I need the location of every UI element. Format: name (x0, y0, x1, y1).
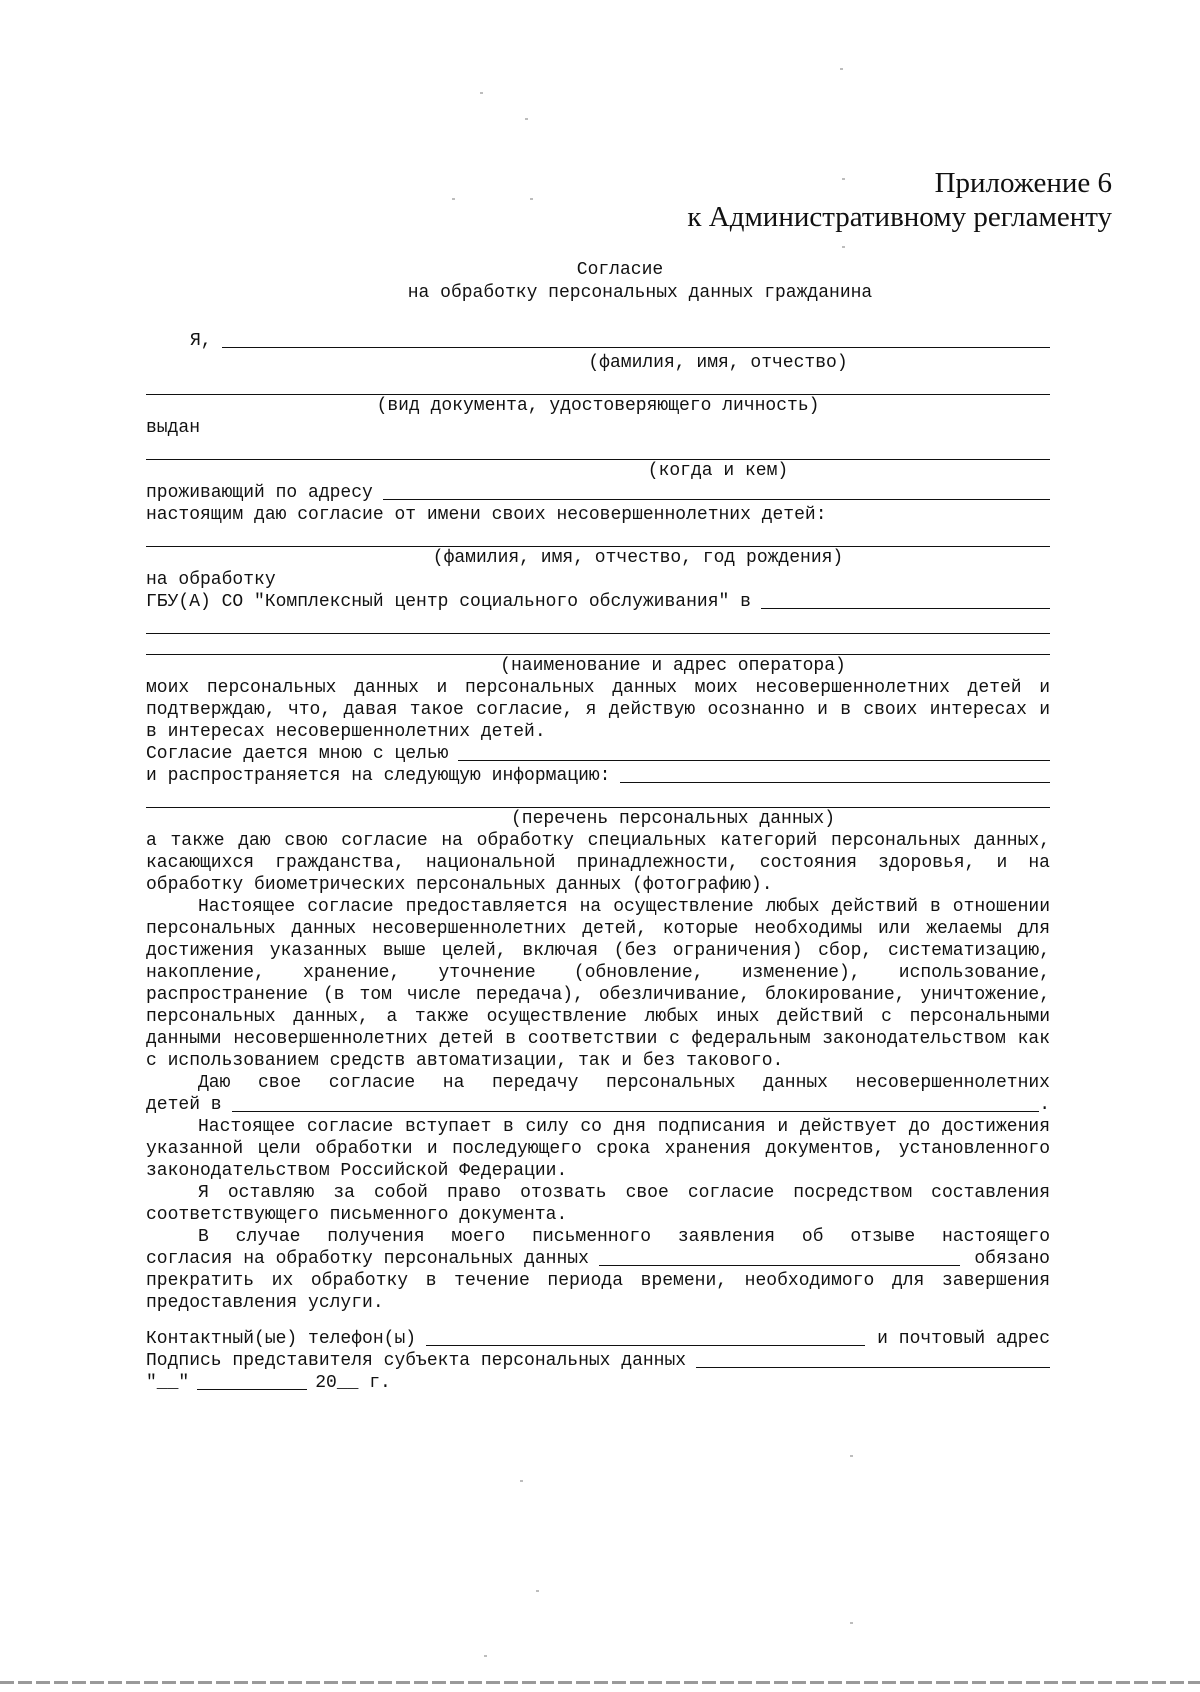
paragraph-withdrawal-rest: прекратить их обработку в течение периода времени, необходимого для завершения предоставления услуги. (146, 1271, 1050, 1313)
scan-speck (850, 1455, 853, 1457)
paragraph-special-categories: а также даю свою согласие на обработку специальных категорий персональных данных, касающихся гражданства, национальной принадлежности, состояния здоровья, и на обработку биометрических персональных данных (фотографию). (146, 831, 1050, 895)
scan-speck (842, 178, 845, 180)
scan-speck (536, 1590, 539, 1592)
contacts-label: Контактный(ые) телефон(ы) (146, 1329, 417, 1349)
fio-field[interactable] (222, 346, 1050, 348)
date-row (146, 1372, 1050, 1394)
address-field[interactable] (383, 498, 1050, 500)
operator-caption: (наименование и адрес оператора) (500, 656, 846, 676)
scan-speck (530, 198, 533, 200)
operator-label: ГБУ(А) СО "Комплексный центр социального обслуживания" в (146, 592, 751, 612)
issued-caption: (когда и кем) (647, 461, 789, 481)
withdrawal-operator-field[interactable] (599, 1264, 961, 1266)
scan-edge-line (0, 1681, 1200, 1684)
vydan-label: выдан (146, 418, 201, 438)
date-year: 20__ г. (315, 1373, 391, 1393)
contacts-row (146, 1328, 1050, 1350)
children-field[interactable] (146, 526, 1050, 547)
paragraph-withdrawal-line1: В случае получения моего письменного заявления об отзыве настоящего (198, 1227, 1050, 1247)
paragraph-actions: Настоящее согласие предоставляется на осуществление любых действий в отношении персональных данных несовершеннолетних детей, которые необходимы или желаемы для достижения указанных выше целей, включая (без ограничения) сбор, систематизацию, накопление, хранение, уточнение (обновление, изменение), использование, распространение (в том числе передача), обезличивание, блокирование, уничтожение, персональных данных, а также осуществление любых иных действий с персональными данными несовершеннолетних детей в соответствии с федеральным законодательством как с использованием средств автоматизации, так и без такового. (146, 897, 1050, 1071)
info-field[interactable] (620, 781, 1050, 783)
processing-row (146, 569, 1050, 591)
purpose-row (146, 743, 1050, 765)
signature-row (146, 1350, 1050, 1372)
signature-label: Подпись представителя субъекта персональных данных (146, 1351, 687, 1371)
address-label: проживающий по адресу (146, 483, 373, 503)
document-title: Согласие (576, 260, 664, 280)
scan-speck (525, 118, 528, 120)
scan-speck (520, 1480, 523, 1482)
children-caption: (фамилия, имя, отчество, год рождения) (432, 548, 844, 568)
scan-speck (842, 246, 845, 248)
document-caption: (вид документа, удостоверяющего личность) (376, 396, 820, 416)
info-field-2[interactable] (146, 787, 1050, 808)
transfer-label: детей в (146, 1095, 222, 1115)
paragraph-revoke: Я оставляю за собой право отозвать свое согласие посредством составления соответствующего письменного документа. (146, 1183, 1050, 1225)
paragraph-validity: Настоящее согласие вступает в силу со дня подписания и действует до достижения указанной цели обработки и последующего срока хранения документов, установленного законодательством Российской Федерации. (146, 1117, 1050, 1181)
info-row (146, 765, 1050, 787)
issued-field[interactable] (146, 439, 1050, 460)
date-month-field[interactable] (197, 1388, 307, 1390)
purpose-field[interactable] (458, 759, 1050, 761)
operator-row (146, 591, 1050, 613)
scan-speck (480, 92, 483, 94)
operator-field-2[interactable] (146, 613, 1050, 634)
date-day: "__" (146, 1373, 190, 1393)
appendix-reference: к Административному регламенту (687, 201, 1112, 233)
ya-label: Я, (190, 331, 212, 351)
paragraph-own-data: моих персональных данных и персональных данных моих несовершеннолетних детей и подтверждаю, что, давая такое согласие, я действую осознанно и в своих интересах и в интересах несовершеннолетних детей. (146, 678, 1050, 742)
transfer-row (146, 1094, 1050, 1116)
vydan-row (146, 417, 1050, 439)
consent-form-body (146, 330, 1050, 1394)
operator-field-3[interactable] (146, 634, 1050, 655)
pd-caption: (перечень персональных данных) (510, 809, 836, 829)
withdrawal-row (146, 1248, 1050, 1270)
scan-speck (840, 68, 843, 70)
children-consent-label: настоящим даю согласие от имени своих несовершеннолетних детей: (146, 505, 827, 525)
document-field[interactable] (146, 374, 1050, 395)
signature-field[interactable] (696, 1366, 1050, 1368)
transfer-field[interactable] (232, 1110, 1040, 1112)
phone-field[interactable] (426, 1344, 865, 1346)
fio-caption: (фамилия, имя, отчество) (588, 353, 848, 373)
address-row (146, 482, 1050, 504)
appendix-header (687, 166, 1112, 234)
appendix-number: Приложение 6 (934, 167, 1112, 199)
transfer-end: . (1039, 1095, 1050, 1115)
purpose-label: Согласие дается мною с целью (146, 744, 449, 764)
withdrawal-label: согласия на обработку персональных данных (146, 1249, 589, 1269)
scan-speck (484, 1655, 487, 1657)
children-consent-row (146, 504, 1050, 526)
postal-label: и почтовый адрес (877, 1329, 1050, 1349)
scan-speck (452, 198, 455, 200)
spacer (146, 1314, 1050, 1328)
operator-field[interactable] (761, 607, 1050, 609)
info-label: и распространяется на следующую информацию: (146, 766, 611, 786)
scan-speck (850, 1622, 853, 1624)
fio-row (146, 330, 1050, 352)
withdrawal-obliged: обязано (974, 1249, 1050, 1269)
paragraph-transfer-line1: Даю свое согласие на передачу персональных данных несовершеннолетних (198, 1073, 1050, 1093)
processing-label: на обработку (146, 570, 276, 590)
document-subtitle: на обработку персональных данных гражданина (407, 283, 873, 303)
